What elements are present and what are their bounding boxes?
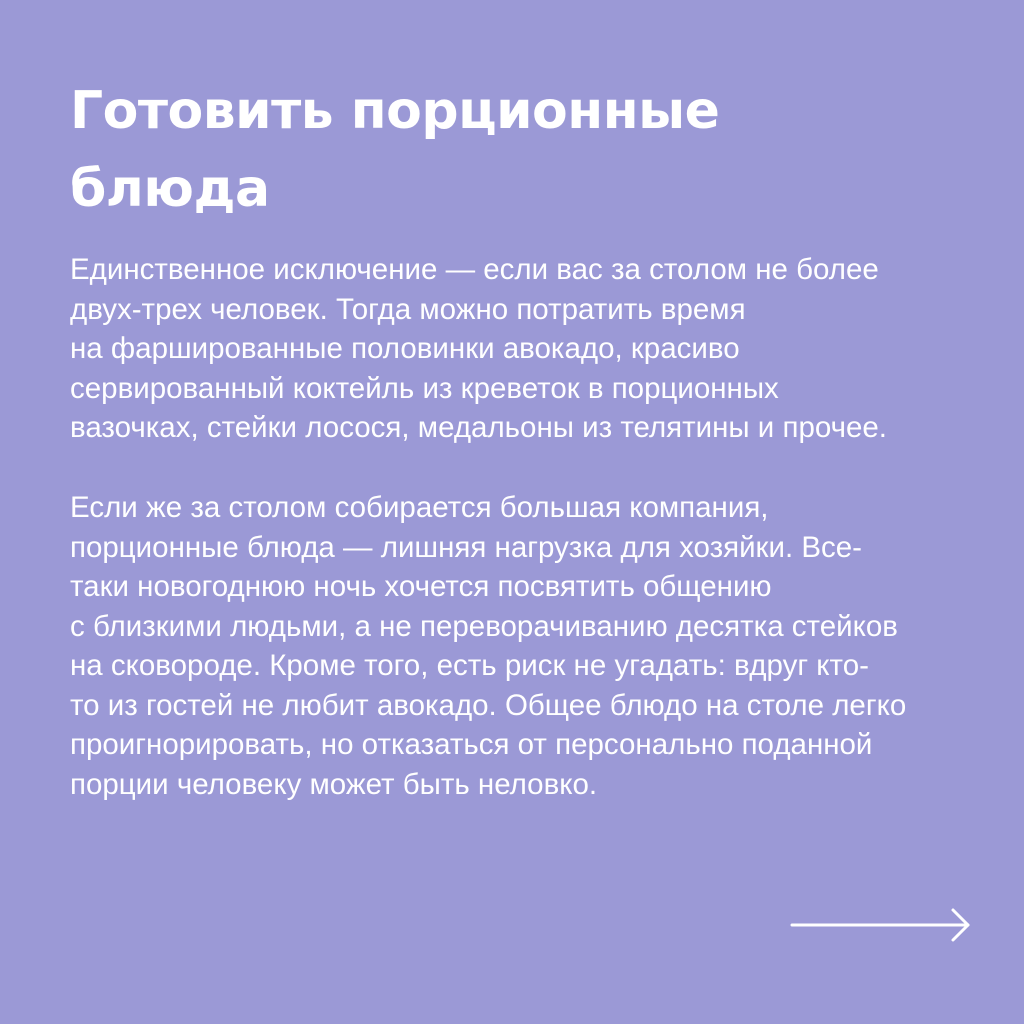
text-line: с близкими людьми, а не переворачиванию десятка стейков — [70, 609, 898, 643]
title-line: Готовить порционные — [70, 81, 720, 141]
text-line: на сковороде. Кроме того, есть риск не угадать: вдруг кто- — [70, 649, 869, 682]
text-line: таки новогоднюю ночь хочется посвятить общению — [70, 570, 772, 603]
paragraph-exception — [70, 250, 887, 448]
text-line: то из гостей не любит авокадо. Общее блюдо на столе легко — [70, 688, 907, 722]
text-line: сервированный коктейль из креветок в порционных — [70, 371, 779, 405]
arrow-right-icon — [790, 905, 975, 945]
text-line: порционные блюда — лишняя нагрузка для хозяйки. Все- — [70, 530, 862, 564]
text-line: на фаршированные половинки авокадо, красиво — [70, 332, 740, 365]
next-slide-button[interactable] — [790, 905, 975, 945]
text-line: вазочках, стейки лосося, медальоны из телятины и прочее. — [70, 411, 887, 444]
text-line: порции человеку может быть неловко. — [70, 767, 598, 801]
title-line: блюда — [70, 159, 270, 219]
text-line: проигнорировать, но отказаться от персонально поданной — [70, 728, 873, 761]
paragraph-large-company — [70, 488, 906, 804]
text-line: двух-трех человек. Тогда можно потратить время — [70, 292, 746, 326]
text-line: Единственное исключение — если вас за столом не более — [70, 253, 879, 286]
page-title — [70, 72, 970, 228]
text-line: Если же за столом собирается большая компания, — [70, 491, 769, 524]
